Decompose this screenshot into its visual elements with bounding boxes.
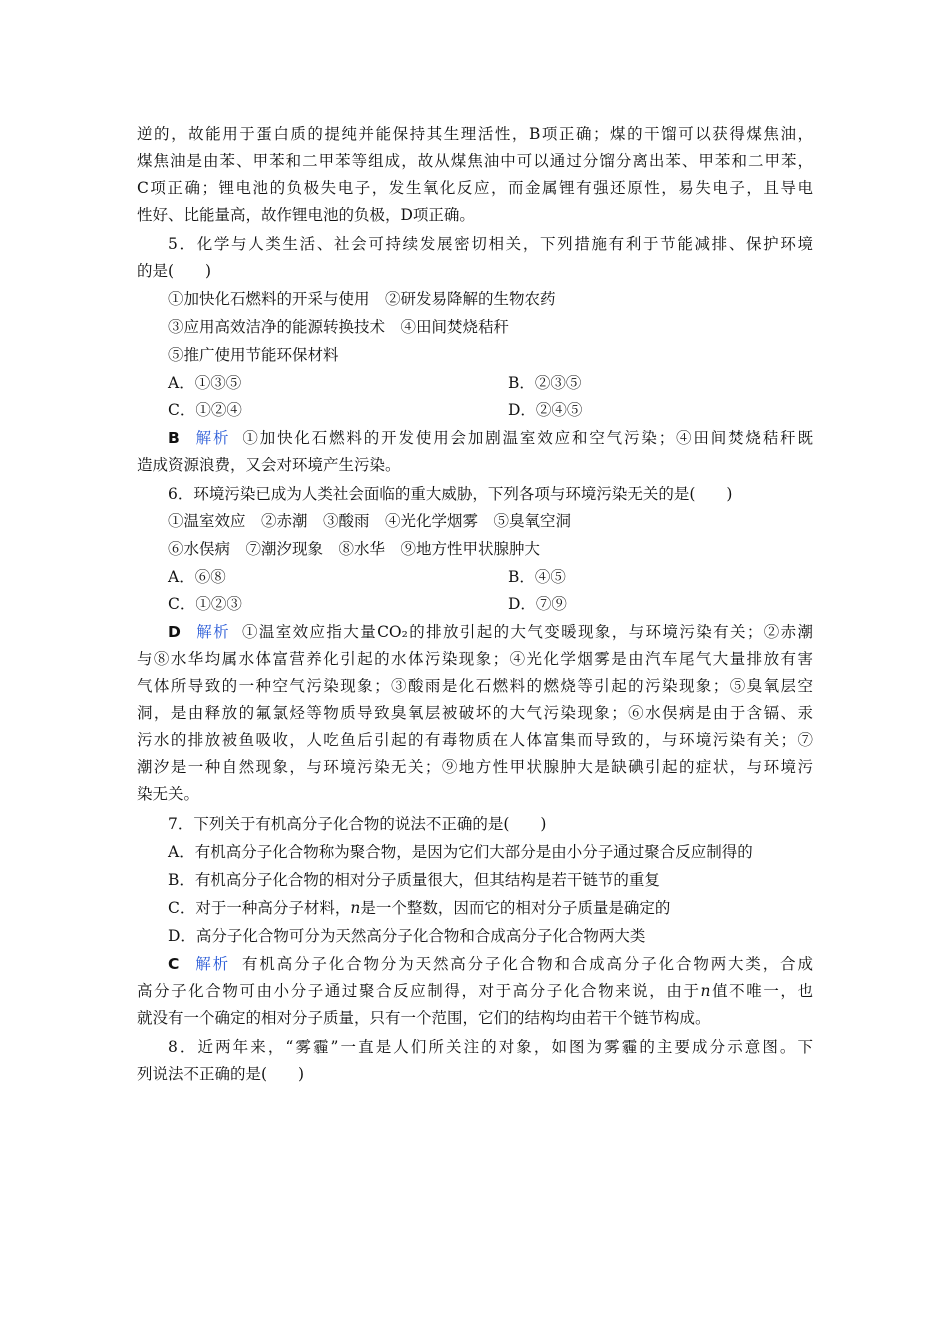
q7-choice-d: D．高分子化合物可分为天然高分子化合物和合成高分子化合物两大类 — [168, 927, 646, 945]
q4-explanation-line-3: C项正确；锂电池的负极失电子，发生氧化反应，而金属锂有强还原性，易失电子，且导电 — [137, 179, 813, 197]
q7-stem-line-1: 7．下列关于有机高分子化合物的说法不正确的是( ) — [168, 815, 547, 833]
q7-explanation-n: n — [700, 982, 711, 1000]
q7-choice-a: A．有机高分子化合物称为聚合物，是因为它们大部分是由小分子通过聚合反应制得的 — [168, 843, 753, 861]
q5-choice-c: C．①②④ — [168, 401, 242, 419]
q7-explanation-text-2-post: 值不唯一，也 — [710, 982, 813, 1000]
q4-explanation-line-2: 煤焦油是由苯、甲苯和二甲苯等组成，故从煤焦油中可以通过分馏分离出苯、甲苯和二甲苯， — [137, 152, 813, 170]
q6-choice-d: D．⑦⑨ — [508, 595, 567, 613]
q6-option-list-2: ⑥水俣病 ⑦潮汐现象 ⑧水华 ⑨地方性甲状腺肿大 — [168, 540, 541, 558]
q5-explanation-text-1: ①加快化石燃料的开发使用会加剧温室效应和空气污染；④田间焚烧秸秆既 — [242, 429, 813, 447]
q7-choice-c-n: n — [350, 899, 361, 917]
q7-explanation-text-2-pre: 高分子化合物可由小分子通过聚合反应制得，对于高分子化合物来说，由于 — [137, 982, 701, 1000]
q8-stem-line-1: 8．近两年来，“雾霾”一直是人们所关注的对象，如图为雾霾的主要成分示意图。下 — [168, 1038, 813, 1056]
q7-choice-b: B．有机高分子化合物的相对分子质量很大，但其结构是若干链节的重复 — [168, 871, 660, 889]
q7-explanation-text-1: 有机高分子化合物分为天然高分子化合物和合成高分子化合物两大类，合成 — [241, 955, 813, 973]
q5-choices-row-2 — [168, 397, 583, 423]
q6-jiexi-label: 解析 — [194, 623, 231, 641]
q5-jiexi-label: 解析 — [193, 429, 231, 447]
q5-choices-row-1 — [168, 370, 582, 396]
q6-choice-c: C．①②③ — [168, 595, 242, 613]
q7-choice-c — [168, 895, 670, 921]
q6-explanation-line-3: 气体所导致的一种空气污染现象；③酸雨是化石燃料的燃烧等引起的污染现象；⑤臭氧层空 — [137, 677, 813, 695]
q6-explanation-line-1 — [168, 619, 813, 645]
q6-choice-b: B．④⑤ — [508, 568, 566, 586]
q6-answer: D — [168, 623, 181, 641]
q7-explanation-line-1 — [168, 951, 813, 977]
q4-explanation-line-4: 性好、比能量高，故作锂电池的负极，D项正确。 — [137, 206, 475, 224]
q5-stem-line-2: 的是( ) — [137, 262, 212, 280]
q6-choice-a: A．⑥⑧ — [168, 568, 226, 586]
q7-explanation-line-2 — [137, 978, 813, 1004]
q7-jiexi-label: 解析 — [193, 955, 230, 973]
q7-answer: C — [168, 955, 180, 973]
q6-explanation-line-2: 与⑧水华均属水体富营养化引起的水体污染现象；④光化学烟雾是由汽车尾气大量排放有害 — [137, 650, 813, 668]
q5-option-list-3: ⑤推广使用节能环保材料 — [168, 346, 339, 364]
q5-explanation-line-1 — [168, 425, 813, 451]
q6-choices-row-2 — [168, 591, 567, 617]
q5-choice-b: B．②③⑤ — [508, 374, 582, 392]
q6-explanation-line-4: 洞，是由释放的氟氯烃等物质导致臭氧层被破坏的大气污染现象；⑥水俣病是由于含镉、汞 — [137, 704, 813, 722]
q4-explanation-line-1: 逆的，故能用于蛋白质的提纯并能保持其生理活性，B项正确；煤的干馏可以获得煤焦油， — [137, 125, 813, 143]
q6-choices-row-1 — [168, 564, 566, 590]
q6-explanation-line-6: 潮汐是一种自然现象，与环境污染无关；⑨地方性甲状腺肿大是缺碘引起的症状，与环境污 — [137, 758, 813, 776]
q5-answer: B — [168, 429, 180, 447]
q7-explanation-line-3: 就没有一个确定的相对分子质量，只有一个范围，它们的结构均由若干个链节构成。 — [137, 1009, 711, 1027]
q8-stem-line-2: 列说法不正确的是( ) — [137, 1065, 305, 1083]
q5-explanation-line-2: 造成资源浪费，又会对环境产生污染。 — [137, 456, 401, 474]
q6-option-list-1: ①温室效应 ②赤潮 ③酸雨 ④光化学烟雾 ⑤臭氧空洞 — [168, 512, 572, 530]
q5-choice-d: D．②④⑤ — [508, 401, 583, 419]
q5-option-list-1: ①加快化石燃料的开采与使用 ②研发易降解的生物农药 — [168, 290, 556, 308]
q6-explanation-line-7: 染无关。 — [137, 785, 200, 803]
q7-choice-c-pre: C．对于一种高分子材料， — [168, 899, 351, 917]
q6-explanation-text-1: ①温室效应指大量CO₂的排放引起的大气变暖现象，与环境污染有关；②赤潮 — [242, 623, 813, 641]
q5-stem-line-1: 5．化学与人类生活、社会可持续发展密切相关，下列措施有利于节能减排、保护环境 — [168, 235, 813, 253]
q5-choice-a: A．①③⑤ — [168, 374, 242, 392]
q6-explanation-line-5: 污水的排放被鱼吸收，人吃鱼后引起的有毒物质在人体富集而导致的，与环境污染有关；⑦ — [137, 731, 813, 749]
q5-option-list-2: ③应用高效洁净的能源转换技术 ④田间焚烧秸秆 — [168, 318, 510, 336]
q6-stem-line-1: 6．环境污染已成为人类社会面临的重大威胁，下列各项与环境污染无关的是( ) — [168, 485, 733, 503]
q7-choice-c-post: 是一个整数，因而它的相对分子质量是确定的 — [360, 899, 671, 917]
